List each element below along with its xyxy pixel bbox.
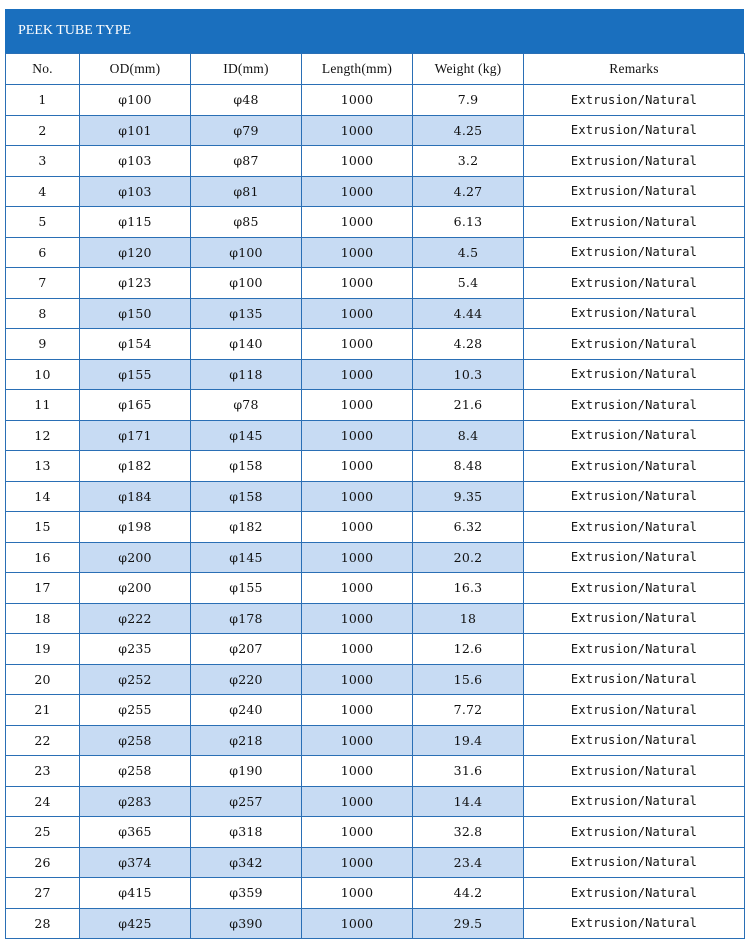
cell-remarks: Extrusion/Natural [524,756,745,787]
cell-remarks: Extrusion/Natural [524,634,745,665]
cell-remarks: Extrusion/Natural [524,390,745,421]
table-row [6,115,745,146]
cell-od: φ103 [80,146,191,177]
cell-id: φ178 [191,603,302,634]
cell-length: 1000 [302,115,413,146]
cell-length: 1000 [302,512,413,543]
cell-remarks: Extrusion/Natural [524,359,745,390]
table-row [6,512,745,543]
cell-no: 21 [6,695,80,726]
cell-length: 1000 [302,207,413,238]
cell-weight: 19.4 [413,725,524,756]
cell-od: φ198 [80,512,191,543]
header-length: Length(mm) [302,54,413,85]
cell-weight: 32.8 [413,817,524,848]
table-row [6,146,745,177]
cell-id: φ78 [191,390,302,421]
cell-no: 16 [6,542,80,573]
cell-id: φ48 [191,85,302,116]
cell-od: φ100 [80,85,191,116]
cell-no: 5 [6,207,80,238]
table-row [6,725,745,756]
cell-od: φ255 [80,695,191,726]
cell-no: 27 [6,878,80,909]
cell-length: 1000 [302,268,413,299]
cell-no: 6 [6,237,80,268]
header-id: ID(mm) [191,54,302,85]
cell-remarks: Extrusion/Natural [524,847,745,878]
cell-id: φ257 [191,786,302,817]
cell-no: 24 [6,786,80,817]
table-row [6,268,745,299]
cell-id: φ85 [191,207,302,238]
cell-id: φ145 [191,542,302,573]
table-row [6,756,745,787]
header-od: OD(mm) [80,54,191,85]
cell-no: 7 [6,268,80,299]
cell-length: 1000 [302,542,413,573]
cell-length: 1000 [302,85,413,116]
cell-id: φ359 [191,878,302,909]
cell-od: φ200 [80,542,191,573]
cell-id: φ155 [191,573,302,604]
cell-od: φ171 [80,420,191,451]
cell-od: φ120 [80,237,191,268]
cell-no: 26 [6,847,80,878]
table-row [6,847,745,878]
table-row [6,85,745,116]
cell-length: 1000 [302,451,413,482]
cell-no: 1 [6,85,80,116]
cell-remarks: Extrusion/Natural [524,268,745,299]
cell-no: 19 [6,634,80,665]
cell-od: φ252 [80,664,191,695]
cell-weight: 7.72 [413,695,524,726]
header-remarks: Remarks [524,54,745,85]
cell-length: 1000 [302,481,413,512]
cell-length: 1000 [302,664,413,695]
cell-remarks: Extrusion/Natural [524,542,745,573]
cell-od: φ222 [80,603,191,634]
cell-no: 10 [6,359,80,390]
cell-od: φ103 [80,176,191,207]
table-row [6,329,745,360]
cell-weight: 18 [413,603,524,634]
cell-remarks: Extrusion/Natural [524,573,745,604]
cell-id: φ118 [191,359,302,390]
table-row [6,664,745,695]
cell-length: 1000 [302,359,413,390]
cell-weight: 14.4 [413,786,524,817]
cell-weight: 29.5 [413,908,524,939]
table-row [6,542,745,573]
table-row [6,878,745,909]
header-row [6,54,745,85]
cell-weight: 3.2 [413,146,524,177]
cell-od: φ258 [80,725,191,756]
cell-length: 1000 [302,756,413,787]
cell-weight: 10.3 [413,359,524,390]
cell-od: φ258 [80,756,191,787]
cell-weight: 4.5 [413,237,524,268]
cell-weight: 4.44 [413,298,524,329]
cell-remarks: Extrusion/Natural [524,725,745,756]
cell-od: φ123 [80,268,191,299]
cell-weight: 20.2 [413,542,524,573]
cell-remarks: Extrusion/Natural [524,512,745,543]
cell-length: 1000 [302,847,413,878]
cell-weight: 12.6 [413,634,524,665]
cell-remarks: Extrusion/Natural [524,146,745,177]
cell-no: 20 [6,664,80,695]
cell-remarks: Extrusion/Natural [524,786,745,817]
cell-od: φ182 [80,451,191,482]
cell-remarks: Extrusion/Natural [524,115,745,146]
cell-remarks: Extrusion/Natural [524,176,745,207]
cell-remarks: Extrusion/Natural [524,329,745,360]
cell-remarks: Extrusion/Natural [524,664,745,695]
cell-no: 3 [6,146,80,177]
cell-length: 1000 [302,908,413,939]
cell-od: φ425 [80,908,191,939]
cell-length: 1000 [302,298,413,329]
cell-remarks: Extrusion/Natural [524,207,745,238]
cell-od: φ283 [80,786,191,817]
cell-remarks: Extrusion/Natural [524,420,745,451]
cell-od: φ115 [80,207,191,238]
table-row [6,207,745,238]
cell-id: φ145 [191,420,302,451]
cell-length: 1000 [302,420,413,451]
cell-remarks: Extrusion/Natural [524,908,745,939]
cell-od: φ154 [80,329,191,360]
cell-no: 14 [6,481,80,512]
cell-length: 1000 [302,878,413,909]
cell-remarks: Extrusion/Natural [524,237,745,268]
cell-no: 22 [6,725,80,756]
cell-od: φ415 [80,878,191,909]
cell-weight: 44.2 [413,878,524,909]
table-row [6,603,745,634]
cell-remarks: Extrusion/Natural [524,817,745,848]
header-weight: Weight (kg) [413,54,524,85]
cell-id: φ390 [191,908,302,939]
cell-weight: 4.25 [413,115,524,146]
cell-remarks: Extrusion/Natural [524,85,745,116]
cell-weight: 5.4 [413,268,524,299]
cell-id: φ140 [191,329,302,360]
cell-no: 9 [6,329,80,360]
cell-length: 1000 [302,634,413,665]
cell-id: φ218 [191,725,302,756]
cell-id: φ240 [191,695,302,726]
cell-remarks: Extrusion/Natural [524,695,745,726]
cell-length: 1000 [302,573,413,604]
cell-id: φ220 [191,664,302,695]
cell-length: 1000 [302,695,413,726]
cell-weight: 23.4 [413,847,524,878]
cell-id: φ87 [191,146,302,177]
cell-weight: 16.3 [413,573,524,604]
cell-od: φ184 [80,481,191,512]
cell-od: φ150 [80,298,191,329]
table-row [6,908,745,939]
cell-weight: 9.35 [413,481,524,512]
table-row [6,573,745,604]
cell-weight: 6.13 [413,207,524,238]
cell-id: φ207 [191,634,302,665]
cell-weight: 6.32 [413,512,524,543]
cell-remarks: Extrusion/Natural [524,603,745,634]
cell-length: 1000 [302,390,413,421]
cell-weight: 15.6 [413,664,524,695]
cell-od: φ235 [80,634,191,665]
table-row [6,634,745,665]
table-row [6,390,745,421]
cell-weight: 31.6 [413,756,524,787]
cell-od: φ365 [80,817,191,848]
cell-no: 18 [6,603,80,634]
table-body [6,85,745,939]
cell-id: φ79 [191,115,302,146]
cell-weight: 4.28 [413,329,524,360]
cell-id: φ81 [191,176,302,207]
cell-od: φ101 [80,115,191,146]
table-row [6,359,745,390]
cell-length: 1000 [302,146,413,177]
cell-no: 17 [6,573,80,604]
cell-no: 23 [6,756,80,787]
cell-weight: 4.27 [413,176,524,207]
table-row [6,451,745,482]
cell-weight: 8.48 [413,451,524,482]
cell-remarks: Extrusion/Natural [524,451,745,482]
cell-length: 1000 [302,725,413,756]
cell-od: φ374 [80,847,191,878]
table-row [6,237,745,268]
cell-id: φ182 [191,512,302,543]
cell-no: 4 [6,176,80,207]
cell-id: φ190 [191,756,302,787]
cell-weight: 21.6 [413,390,524,421]
cell-id: φ135 [191,298,302,329]
cell-id: φ158 [191,451,302,482]
cell-length: 1000 [302,817,413,848]
cell-no: 12 [6,420,80,451]
table-row [6,298,745,329]
cell-id: φ158 [191,481,302,512]
cell-no: 28 [6,908,80,939]
cell-no: 25 [6,817,80,848]
peek-tube-table [5,53,745,939]
header-no: No. [6,54,80,85]
cell-length: 1000 [302,176,413,207]
cell-remarks: Extrusion/Natural [524,481,745,512]
table-row [6,786,745,817]
cell-od: φ155 [80,359,191,390]
table-title: PEEK TUBE TYPE [5,9,744,53]
cell-no: 15 [6,512,80,543]
cell-id: φ318 [191,817,302,848]
cell-weight: 8.4 [413,420,524,451]
cell-no: 8 [6,298,80,329]
cell-no: 11 [6,390,80,421]
peek-tube-table-container [5,9,744,939]
cell-no: 2 [6,115,80,146]
cell-no: 13 [6,451,80,482]
cell-od: φ165 [80,390,191,421]
cell-id: φ342 [191,847,302,878]
cell-remarks: Extrusion/Natural [524,298,745,329]
table-row [6,176,745,207]
cell-od: φ200 [80,573,191,604]
cell-weight: 7.9 [413,85,524,116]
table-row [6,420,745,451]
cell-length: 1000 [302,786,413,817]
table-row [6,481,745,512]
cell-id: φ100 [191,268,302,299]
cell-remarks: Extrusion/Natural [524,878,745,909]
table-row [6,817,745,848]
cell-length: 1000 [302,237,413,268]
table-row [6,695,745,726]
cell-length: 1000 [302,329,413,360]
cell-id: φ100 [191,237,302,268]
cell-length: 1000 [302,603,413,634]
